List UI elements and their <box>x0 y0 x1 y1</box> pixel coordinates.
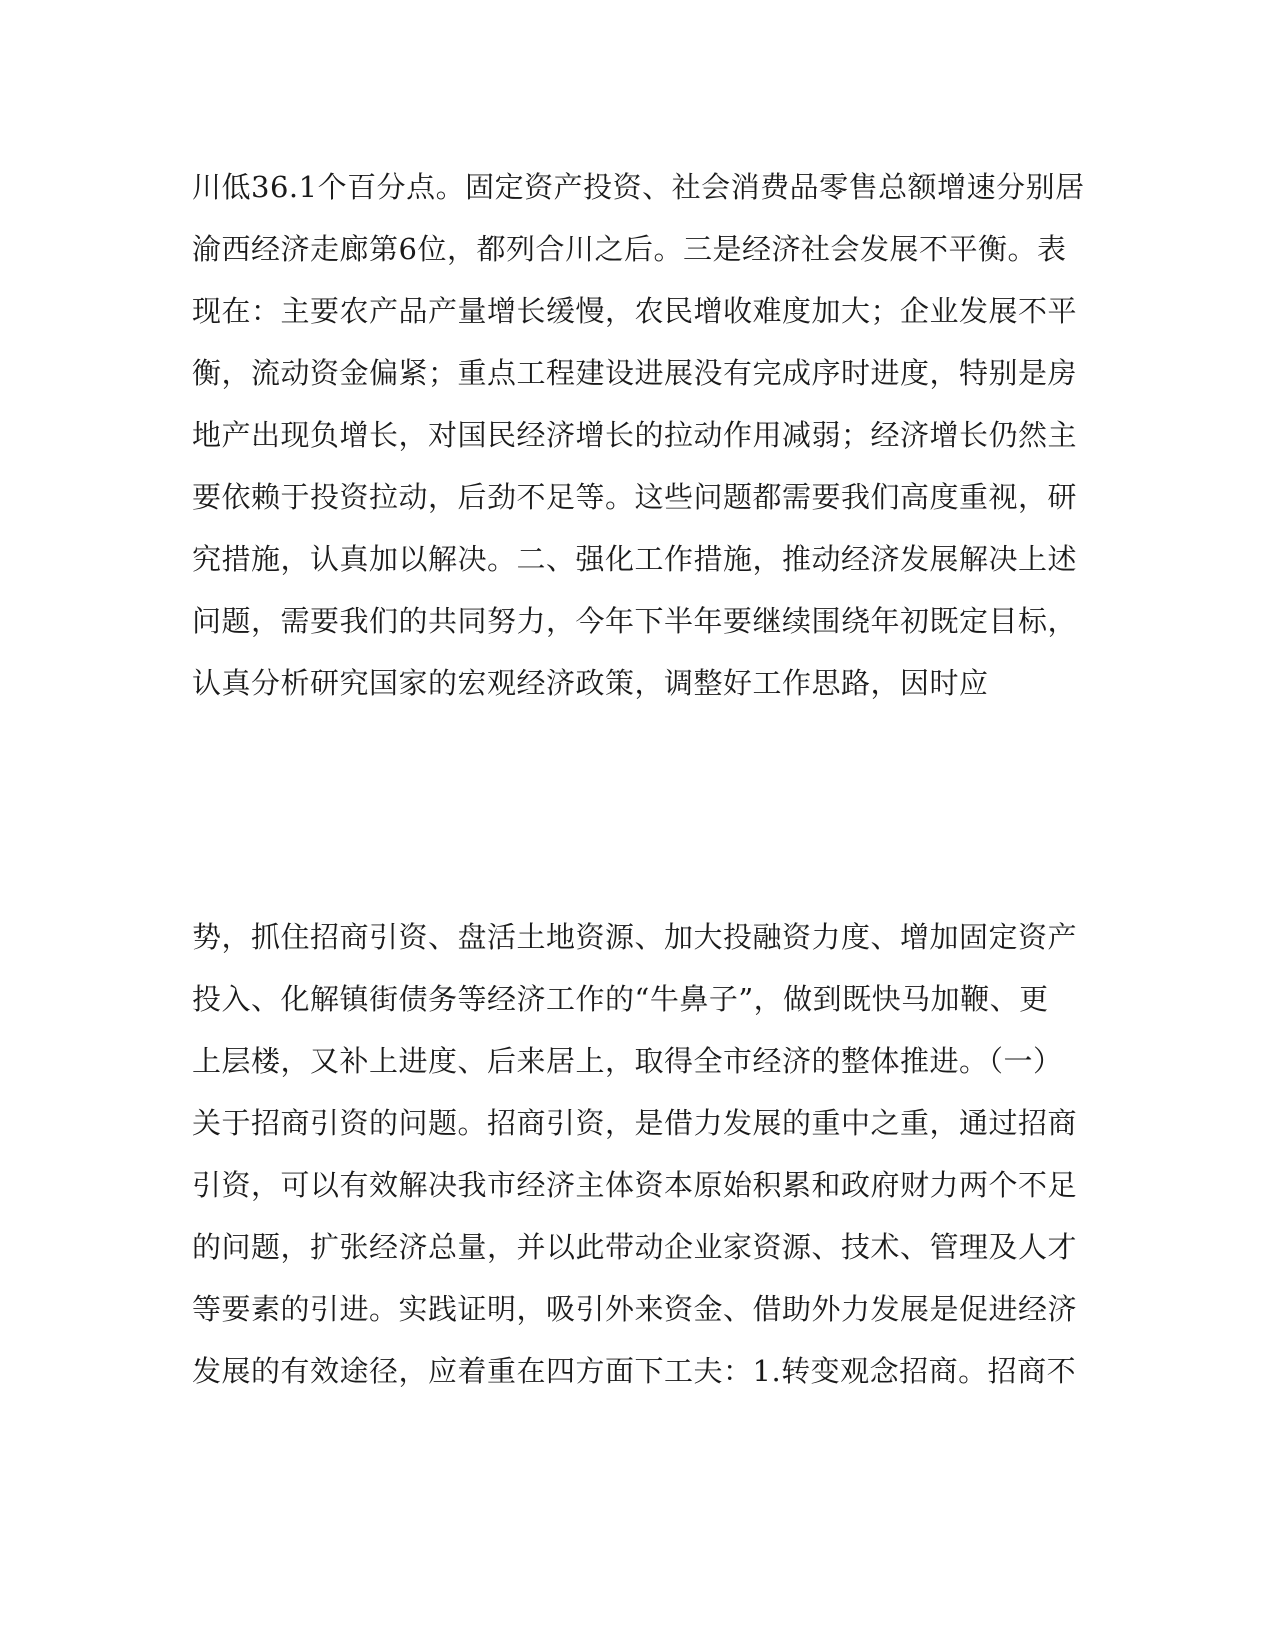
text-line: 关于招商引资的问题。招商引资，是借力发展的重中之重，通过招商 <box>192 1106 1078 1140</box>
text-line: 问题，需要我们的共同努力，今年下半年要继续围绕年初既定目标， <box>192 604 1078 638</box>
text-line: 认真分析研究国家的宏观经济政策，调整好工作思路，因时应 <box>192 666 989 700</box>
text-line: 引资，可以有效解决我市经济主体资本原始积累和政府财力两个不足 <box>192 1168 1078 1202</box>
text-line: 要依赖于投资拉动，后劲不足等。这些问题都需要我们高度重视，研 <box>192 480 1078 514</box>
text-line: 投入、化解镇街债务等经济工作的“牛鼻子”，做到既快马加鞭、更 <box>192 982 1049 1016</box>
text-block-lower <box>192 906 1092 1402</box>
text-line: 川低36.1个百分点。固定资产投资、社会消费品零售总额增速分别居 <box>192 170 1085 204</box>
text-block-upper <box>192 156 1092 714</box>
text-line: 究措施，认真加以解决。二、强化工作措施，推动经济发展解决上述 <box>192 542 1078 576</box>
text-line: 势，抓住招商引资、盘活土地资源、加大投融资力度、增加固定资产 <box>192 920 1078 954</box>
text-line: 发展的有效途径，应着重在四方面下工夫：1.转变观念招商。招商不 <box>192 1354 1077 1388</box>
text-line: 上层楼，又补上进度、后来居上，取得全市经济的整体推进。（一） <box>192 1044 1063 1078</box>
text-line: 现在：主要农产品产量增长缓慢，农民增收难度加大；企业发展不平 <box>192 294 1078 328</box>
text-line: 的问题，扩张经济总量，并以此带动企业家资源、技术、管理及人才 <box>192 1230 1078 1264</box>
text-line: 等要素的引进。实践证明，吸引外来资金、借助外力发展是促进经济 <box>192 1292 1078 1326</box>
text-line: 衡，流动资金偏紧；重点工程建设进展没有完成序时进度，特别是房 <box>192 356 1078 390</box>
text-line: 地产出现负增长，对国民经济增长的拉动作用减弱；经济增长仍然主 <box>192 418 1078 452</box>
text-line: 渝西经济走廊第6位，都列合川之后。三是经济社会发展不平衡。表 <box>192 232 1067 266</box>
